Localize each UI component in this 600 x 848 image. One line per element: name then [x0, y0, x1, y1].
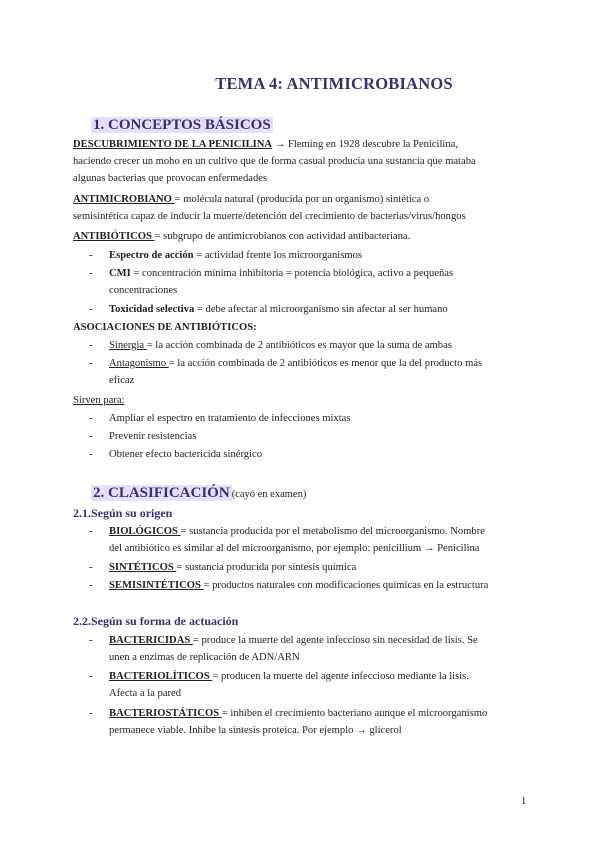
- item-term: Antagonismo: [109, 358, 169, 369]
- asociaciones-heading: ASOCIACIONES DE ANTIBIÓTICOS:: [73, 322, 257, 333]
- descubrimiento-line1: → Fleming en 1928 descubre la Penicilina,: [272, 139, 459, 150]
- item-text: Obtener efecto bactericida sinérgico: [109, 449, 263, 460]
- sirven-heading: Sirven para:: [73, 395, 125, 406]
- list-item: [89, 247, 528, 264]
- dash: -: [89, 431, 93, 442]
- item-text-2: del antibiótico es similar al del microorganismo, por ejemplo: penicillium → Penicilina: [109, 543, 480, 555]
- dash: -: [89, 340, 93, 351]
- list-item: [89, 577, 528, 594]
- item-text-2: concentraciones: [109, 285, 178, 297]
- item-text: Ampliar el espectro en tratamiento de infecciones mixtas: [109, 413, 351, 424]
- item-text: = sustancia producida por síntesis química: [176, 562, 357, 573]
- dash: -: [89, 449, 93, 460]
- item-term: BIOLÓGICOS: [109, 526, 181, 537]
- section-2-note: (cayó en examen): [231, 489, 307, 500]
- list-item: [89, 428, 528, 445]
- list-item: [89, 265, 528, 299]
- antimicrobiano-line2: semisintética capaz de inducir la muerte/detención del crecimiento de bacterias/virus/hongos: [73, 211, 466, 223]
- item-text: = produce la muerte del agente infeccioso sin necesidad de lisis. Se: [192, 635, 478, 646]
- item-text: = concentración mínima inhibitoria = potencia biológica, activo a pequeñas: [130, 268, 454, 279]
- list-item: [89, 301, 528, 318]
- subsection-2-1-heading: 2.1.Según su origen: [73, 506, 173, 520]
- list-item: [89, 446, 528, 463]
- list-item: [89, 559, 528, 576]
- section-1-heading-text: 1. CONCEPTOS BÁSICOS: [93, 117, 271, 133]
- item-term: BACTERIOSTÁTICOS: [109, 708, 222, 719]
- item-term: SEMISINTÉTICOS: [109, 580, 204, 591]
- list-item: [89, 337, 528, 354]
- dash: -: [89, 413, 93, 424]
- dash: -: [89, 635, 93, 646]
- antimicrobiano-term: ANTIMICROBIANO: [73, 194, 175, 205]
- item-term: SINTÉTICOS: [109, 562, 177, 573]
- list-item: [89, 523, 528, 557]
- section-2-heading: [91, 485, 306, 502]
- item-text: = actividad frente los microorganismos: [193, 250, 363, 261]
- item-term: BACTERICIDAS: [109, 635, 193, 646]
- dash: -: [89, 562, 93, 573]
- list-item: [89, 355, 528, 389]
- item-text: = inhiben el crecimiento bacteriano aunque el microorganismo: [221, 708, 488, 719]
- list-item: [89, 668, 528, 702]
- antimicrobiano-paragraph: [73, 191, 528, 225]
- item-term: CMI: [109, 268, 131, 279]
- item-term: BACTERIOLÍTICOS: [109, 671, 213, 682]
- item-text: = productos naturales con modificaciones químicas en la estructura: [203, 580, 489, 591]
- dash: -: [89, 580, 93, 591]
- dash: -: [89, 268, 93, 279]
- item-text: = sustancia producida por el metabolismo del microorganismo. Nombre: [180, 526, 485, 537]
- list-item: [89, 632, 528, 666]
- dash: -: [89, 526, 93, 537]
- descubrimiento-term: DESCUBRIMIENTO DE LA PENICILINA: [73, 139, 273, 150]
- item-text-2: eficaz: [109, 375, 135, 387]
- dash: -: [89, 708, 93, 719]
- antibioticos-text: = subgrupo de antimicrobianos con actividad antibacteriana.: [154, 231, 411, 242]
- item-term: Toxicidad selectiva: [109, 304, 195, 315]
- page-number: 1: [521, 796, 527, 807]
- item-text: Prevenir resistencias: [109, 431, 197, 442]
- descubrimiento-paragraph: [73, 136, 528, 188]
- item-text-2: permanece viable. Inhibe la síntesis proteica. Por ejemplo → glicerol: [109, 725, 402, 737]
- section-1-heading: [91, 117, 273, 134]
- item-text: = la acción combinada de 2 antibióticos es mayor que la suma de ambas: [146, 340, 452, 351]
- page-title: TEMA 4: ANTIMICROBIANOS: [215, 74, 453, 93]
- subsection-2-2-heading: 2.2.Según su forma de actuación: [73, 614, 239, 628]
- descubrimiento-line3: algunas bacterias que provocan enfermedades: [73, 173, 268, 185]
- dash: -: [89, 358, 93, 369]
- antibioticos-paragraph: [73, 228, 528, 245]
- antimicrobiano-line1: = molécula natural (producida por un organismo) sintética o: [174, 194, 430, 205]
- list-item: [89, 410, 528, 427]
- item-text: = debe afectar al microorganismo sin afectar al ser humano: [194, 304, 448, 315]
- section-2-heading-text: 2. CLASIFICACIÓN: [93, 485, 230, 501]
- antibioticos-term: ANTIBIÓTICOS: [73, 231, 155, 242]
- item-text-2: unen a enzimas de replicación de ADN/ARN: [109, 652, 300, 664]
- descubrimiento-line2: haciendo crecer un moho en un cultivo que de forma casual producía una sustancia que mataba: [73, 156, 476, 168]
- dash: -: [89, 671, 93, 682]
- list-item: [89, 705, 528, 739]
- item-term: Sinergia: [109, 340, 147, 351]
- item-text: = producen la muerte del agente infeccioso mediante la lisis.: [212, 671, 469, 682]
- item-term: Espectro de acción: [109, 250, 194, 261]
- item-text-2: Afecta a la pared: [109, 688, 182, 700]
- dash: -: [89, 304, 93, 315]
- item-text: = la acción combinada de 2 antibióticos es menor que la del producto más: [168, 358, 483, 369]
- dash: -: [89, 250, 93, 261]
